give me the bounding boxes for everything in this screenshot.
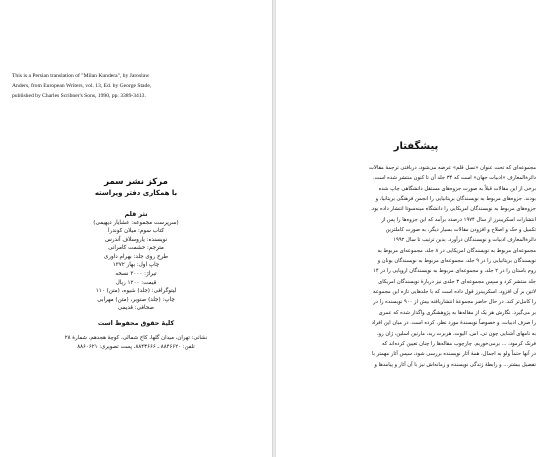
text-line: بودند. جزوه‌های مربوط به نویسندگان بریتانیایی را انجمن فرهنگی بریتانیا، و	[375, 196, 536, 203]
text-line: مجموعه‌ای مربوط به نویسندگان امریکایی در ۸ جلد، مجموعه‌ای مربوط به	[377, 247, 536, 254]
text-line: دائرةالمعارف ادبیات و نویسندگان درآورد. بدین ترتیب تا سال ۱۹۹۲	[393, 237, 536, 244]
bib-line: چاپ اول: بهار ۱۳۷۲	[112, 262, 160, 269]
publisher-address	[20, 334, 252, 351]
text-line: به نامهای آشنایی چون تی. اس. الیوت، هربرت رید، مارتین اسلین، ژان رو،	[377, 330, 536, 337]
text-line: تکمیل و حک و اصلاح و افزودن مقالات بسیار دیگر، به صورت کاملترین	[385, 227, 536, 234]
right-page	[276, 0, 549, 457]
text-line: جزوه‌های مربوط به نویسندگان امریکایی را دانشگاه مینه‌سوتا انتشار داده بود.	[370, 206, 536, 213]
text-line: برخی از این مقالات قبلاً به صورت جزوه‌های مستقل دانشگاهی چاپ شده	[378, 185, 536, 192]
address-line: تلفن: ۸۸۴۶۶۲۰ ـ ۸۸۴۳۶۶۶، پست تصویری: ۸۸۶۰۶۲۱	[77, 343, 195, 350]
note-line: Anders, from European Writers, vol. 13, Ed. by George Stade,	[12, 83, 152, 89]
text-line: جلد منتشر کرد و سپس مجموعه‌ای ۳ جلدی نیز دربارهٔ نویسندگان امریکای	[378, 278, 536, 285]
bib-line: صحافی: قدیمی	[117, 305, 155, 312]
bib-line: تیراژ: ۳۰۰۰ نسخه	[115, 271, 157, 278]
left-page	[0, 0, 272, 457]
bib-line: مترجم: حشمت کامرانی	[108, 245, 164, 252]
bib-line: لیتوگرافی: (جلد) شیوه، (متن) ۱۱۰	[95, 288, 177, 295]
translation-note	[12, 71, 258, 101]
text-line: را کامل‌تر کند. در حال حاضر مجموعهٔ انتشاریافته بیش از ۹۰۰ نویسنده را در	[373, 299, 536, 306]
text-line: روم باستان را در ۲ جلد، و مجموعه‌ای مربوط به نویسندگان اروپایی را در ۱۴	[373, 268, 536, 275]
note-line: published by Charles Scribner's Sons, 1990, pp. 3389-3413.	[12, 93, 146, 99]
publisher-subtitle: با همکاری دفتر ویراسته	[94, 189, 178, 197]
text-line: را صرف ادبیات، و خصوصاً نویسندهٔ مورد نظر، کرده است. در میان این افراد	[371, 320, 536, 327]
bib-line: کتاب سوم: میلان کوندرا	[107, 228, 164, 235]
note-line: This is a Persian translation of "Milan Kundera", by Jaroslaw	[12, 73, 150, 79]
bib-line: (سرپرست مجموعه: عشایار دیهیمی)	[93, 219, 179, 226]
text-line: تفصیل بیشتر... و رابطهٔ زندگی نویسنده و زمانه‌اش نیز با آن آثار و پیامدها و	[374, 361, 536, 368]
preface-paragraph	[289, 163, 536, 370]
bib-line: نویسنده: یاروسلاف آندرس	[104, 236, 168, 243]
bibliographic-details	[20, 219, 252, 314]
book-title: نثر قلم	[124, 210, 148, 218]
bib-line: طرح روی جلد: بهرام داوری	[103, 253, 169, 260]
text-line: لاتین بر آن افزود. اسکریبنرز قول داده است که با جلدهایی تازه این مجموعه	[373, 289, 536, 296]
imprint-block	[20, 176, 252, 351]
address-line: نشانی: تهران، میدان گلها، کاج شمالی، کوچهٔ هجدهم، شمارهٔ ۲۸	[64, 335, 208, 342]
publisher-name: مرکز نشر سمر	[104, 177, 168, 187]
page-title: پیشگفتار	[393, 141, 439, 152]
copyright-notice: کلیهٔ حقوق محفوظ است	[97, 320, 175, 328]
text-line: نویسندگان بریتانیایی را در ۹ جلد، مجموعه‌ای مربوط به نویسندگان یونان و	[377, 258, 536, 265]
text-line: فرنک کرمود، ... برمی‌خوریم. چارچوب مقاله‌ها را چنان تعیین کرده‌اند که	[381, 340, 536, 347]
bib-line: قیمت: ۱۲۰۰ ریال	[115, 279, 157, 286]
text-line: مجموعه‌ای که تحت عنوان «نسل قلم» عرضه می‌شود، دربافتی ترجمهٔ مقالات	[369, 165, 536, 171]
text-line: انتشارات اسکریبنرز از سال ۱۹۷۴ درصدد برآمد که این جزوه‌ها را پس از	[381, 216, 536, 223]
bib-line: چاپ: (جلد) صنوبر، (متن) مهرابی	[97, 296, 175, 303]
text-line: بر می‌گیرد. نگارش هر یک از مقاله‌ها به پژوهشگری واگذار شده که عمری	[378, 309, 536, 316]
text-line: در آنها حتماً ولو به اجمال، همهٔ آثار نویسنده بررسی شود، سپس آثار مهمتر با	[371, 351, 536, 358]
text-line: دائرةالمعارف «ادبیات جهان» است که ۳۴ جلد آن تا کنون منتشر شده است.	[373, 175, 536, 182]
